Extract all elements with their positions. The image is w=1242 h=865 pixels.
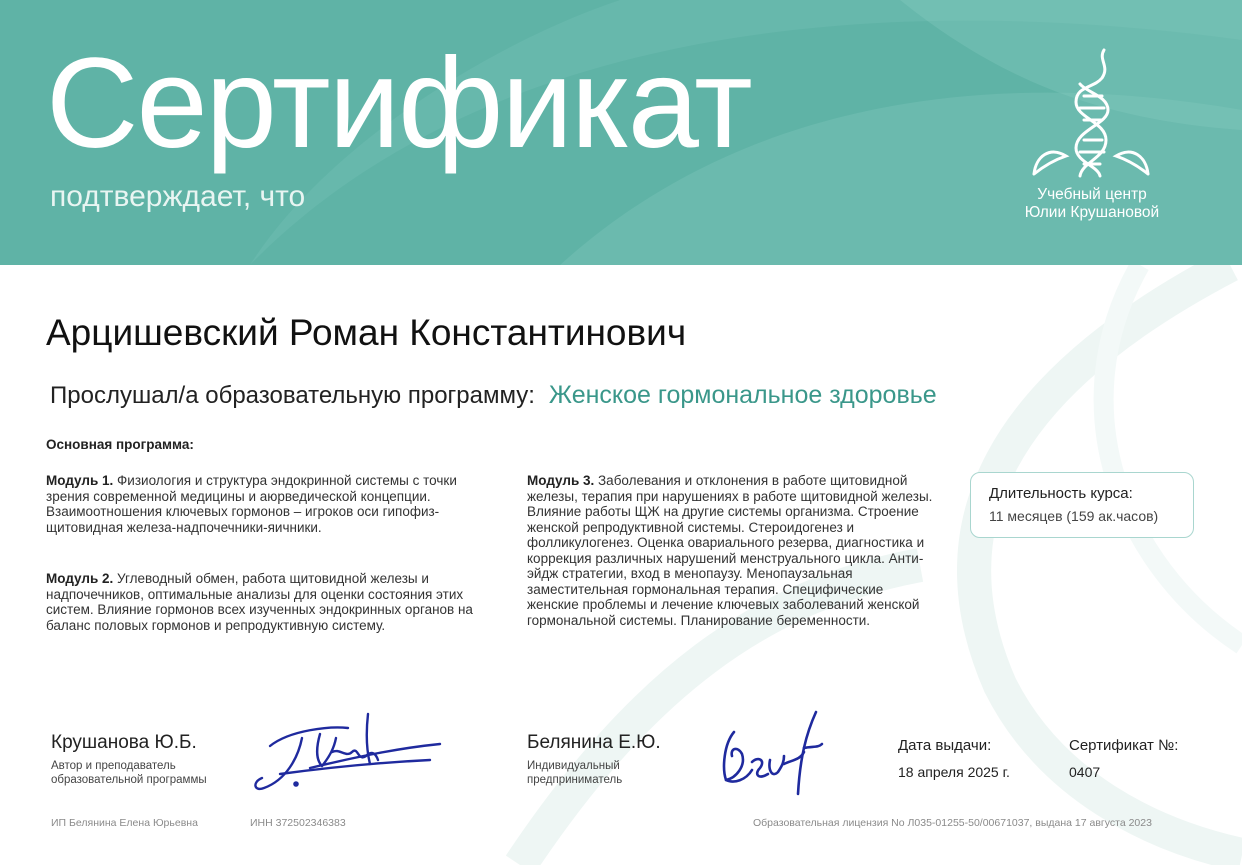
- logo-caption: [990, 186, 1194, 222]
- certificate-number-value: 0407: [1069, 764, 1101, 780]
- logo-line-2: Юлии Крушановой: [1024, 204, 1160, 221]
- module-2: [46, 571, 486, 633]
- footer-license: Образовательная лицензия No Л035-01255-50/00671037, выдана 17 августа 2023: [753, 817, 1152, 829]
- signer-1-name: Крушанова Ю.Б.: [51, 732, 197, 753]
- module-2-text: Углеводный обмен, работа щитовидной железы и надпочечников, оптимальные анализы для оценки состояния этих систем. Влияние гормонов всех изученных эндокринных органов на баланс половых гормонов и репродуктивную систему.: [46, 571, 473, 633]
- signature-1: [250, 708, 450, 798]
- duration-value: 11 месяцев (159 ак.часов): [989, 508, 1159, 524]
- logo-line-1: Учебный центр: [1037, 186, 1147, 203]
- footer-inn: ИНН 372502346383: [250, 817, 346, 829]
- program-label: Прослушал/а образовательную программу:: [50, 382, 535, 409]
- program-line: [50, 381, 937, 410]
- certificate-header: [0, 0, 1242, 265]
- issue-date-value: 18 апреля 2025 г.: [898, 764, 1010, 780]
- recipient-name: Арцишевский Роман Константинович: [46, 312, 687, 353]
- dna-logo-icon: [1014, 44, 1168, 180]
- module-1-text: Физиология и структура эндокринной системы с точки зрения современной медицины и аюрведической концепции. Взаимоотношения ключевых гормонов – игроков оси гипофиз-щитовидная железа-надпочечники-яичники.: [46, 473, 457, 535]
- module-2-label: Модуль 2.: [46, 571, 114, 586]
- main-program-title: Основная программа:: [46, 437, 194, 452]
- signer-1-role: Автор и преподаватель образовательной программы: [51, 760, 207, 786]
- module-1: [46, 473, 486, 535]
- course-duration-box: [970, 472, 1194, 538]
- module-3: [527, 473, 937, 628]
- module-3-text: Заболевания и отклонения в работе щитовидной железы, терапия при нарушениях в работе щитовидной железы. Влияние работы ЩЖ на другие системы организма. Строение женской репродуктивной системы. Стероидогенез и фолликулогенез. Оценка овариального резерва, диагностика и коррекция различных нарушений менструального цикла. Анти-эйдж стратегии, вход в менопаузу. Менопаузальная заместительная гормональная терапия. Специфические женские проблемы и лечение ключевых заболеваний женской гормональной системы. Планирование беременности.: [527, 473, 933, 628]
- module-3-label: Модуль 3.: [527, 473, 595, 488]
- duration-label: Длительность курса:: [989, 485, 1133, 502]
- module-1-label: Модуль 1.: [46, 473, 114, 488]
- certificate-title: Сертификат: [46, 32, 751, 175]
- signature-2: [712, 704, 832, 800]
- certificate-subtitle: подтверждает, что: [50, 180, 306, 213]
- signer-2-name: Белянина Е.Ю.: [527, 732, 661, 753]
- program-name: Женское гормональное здоровье: [548, 381, 937, 409]
- footer-ip: ИП Белянина Елена Юрьевна: [51, 817, 198, 829]
- certificate-number-label: Сертификат №:: [1069, 737, 1179, 754]
- signer-2-role: Индивидуальный предприниматель: [527, 760, 623, 786]
- issue-date-label: Дата выдачи:: [898, 737, 992, 754]
